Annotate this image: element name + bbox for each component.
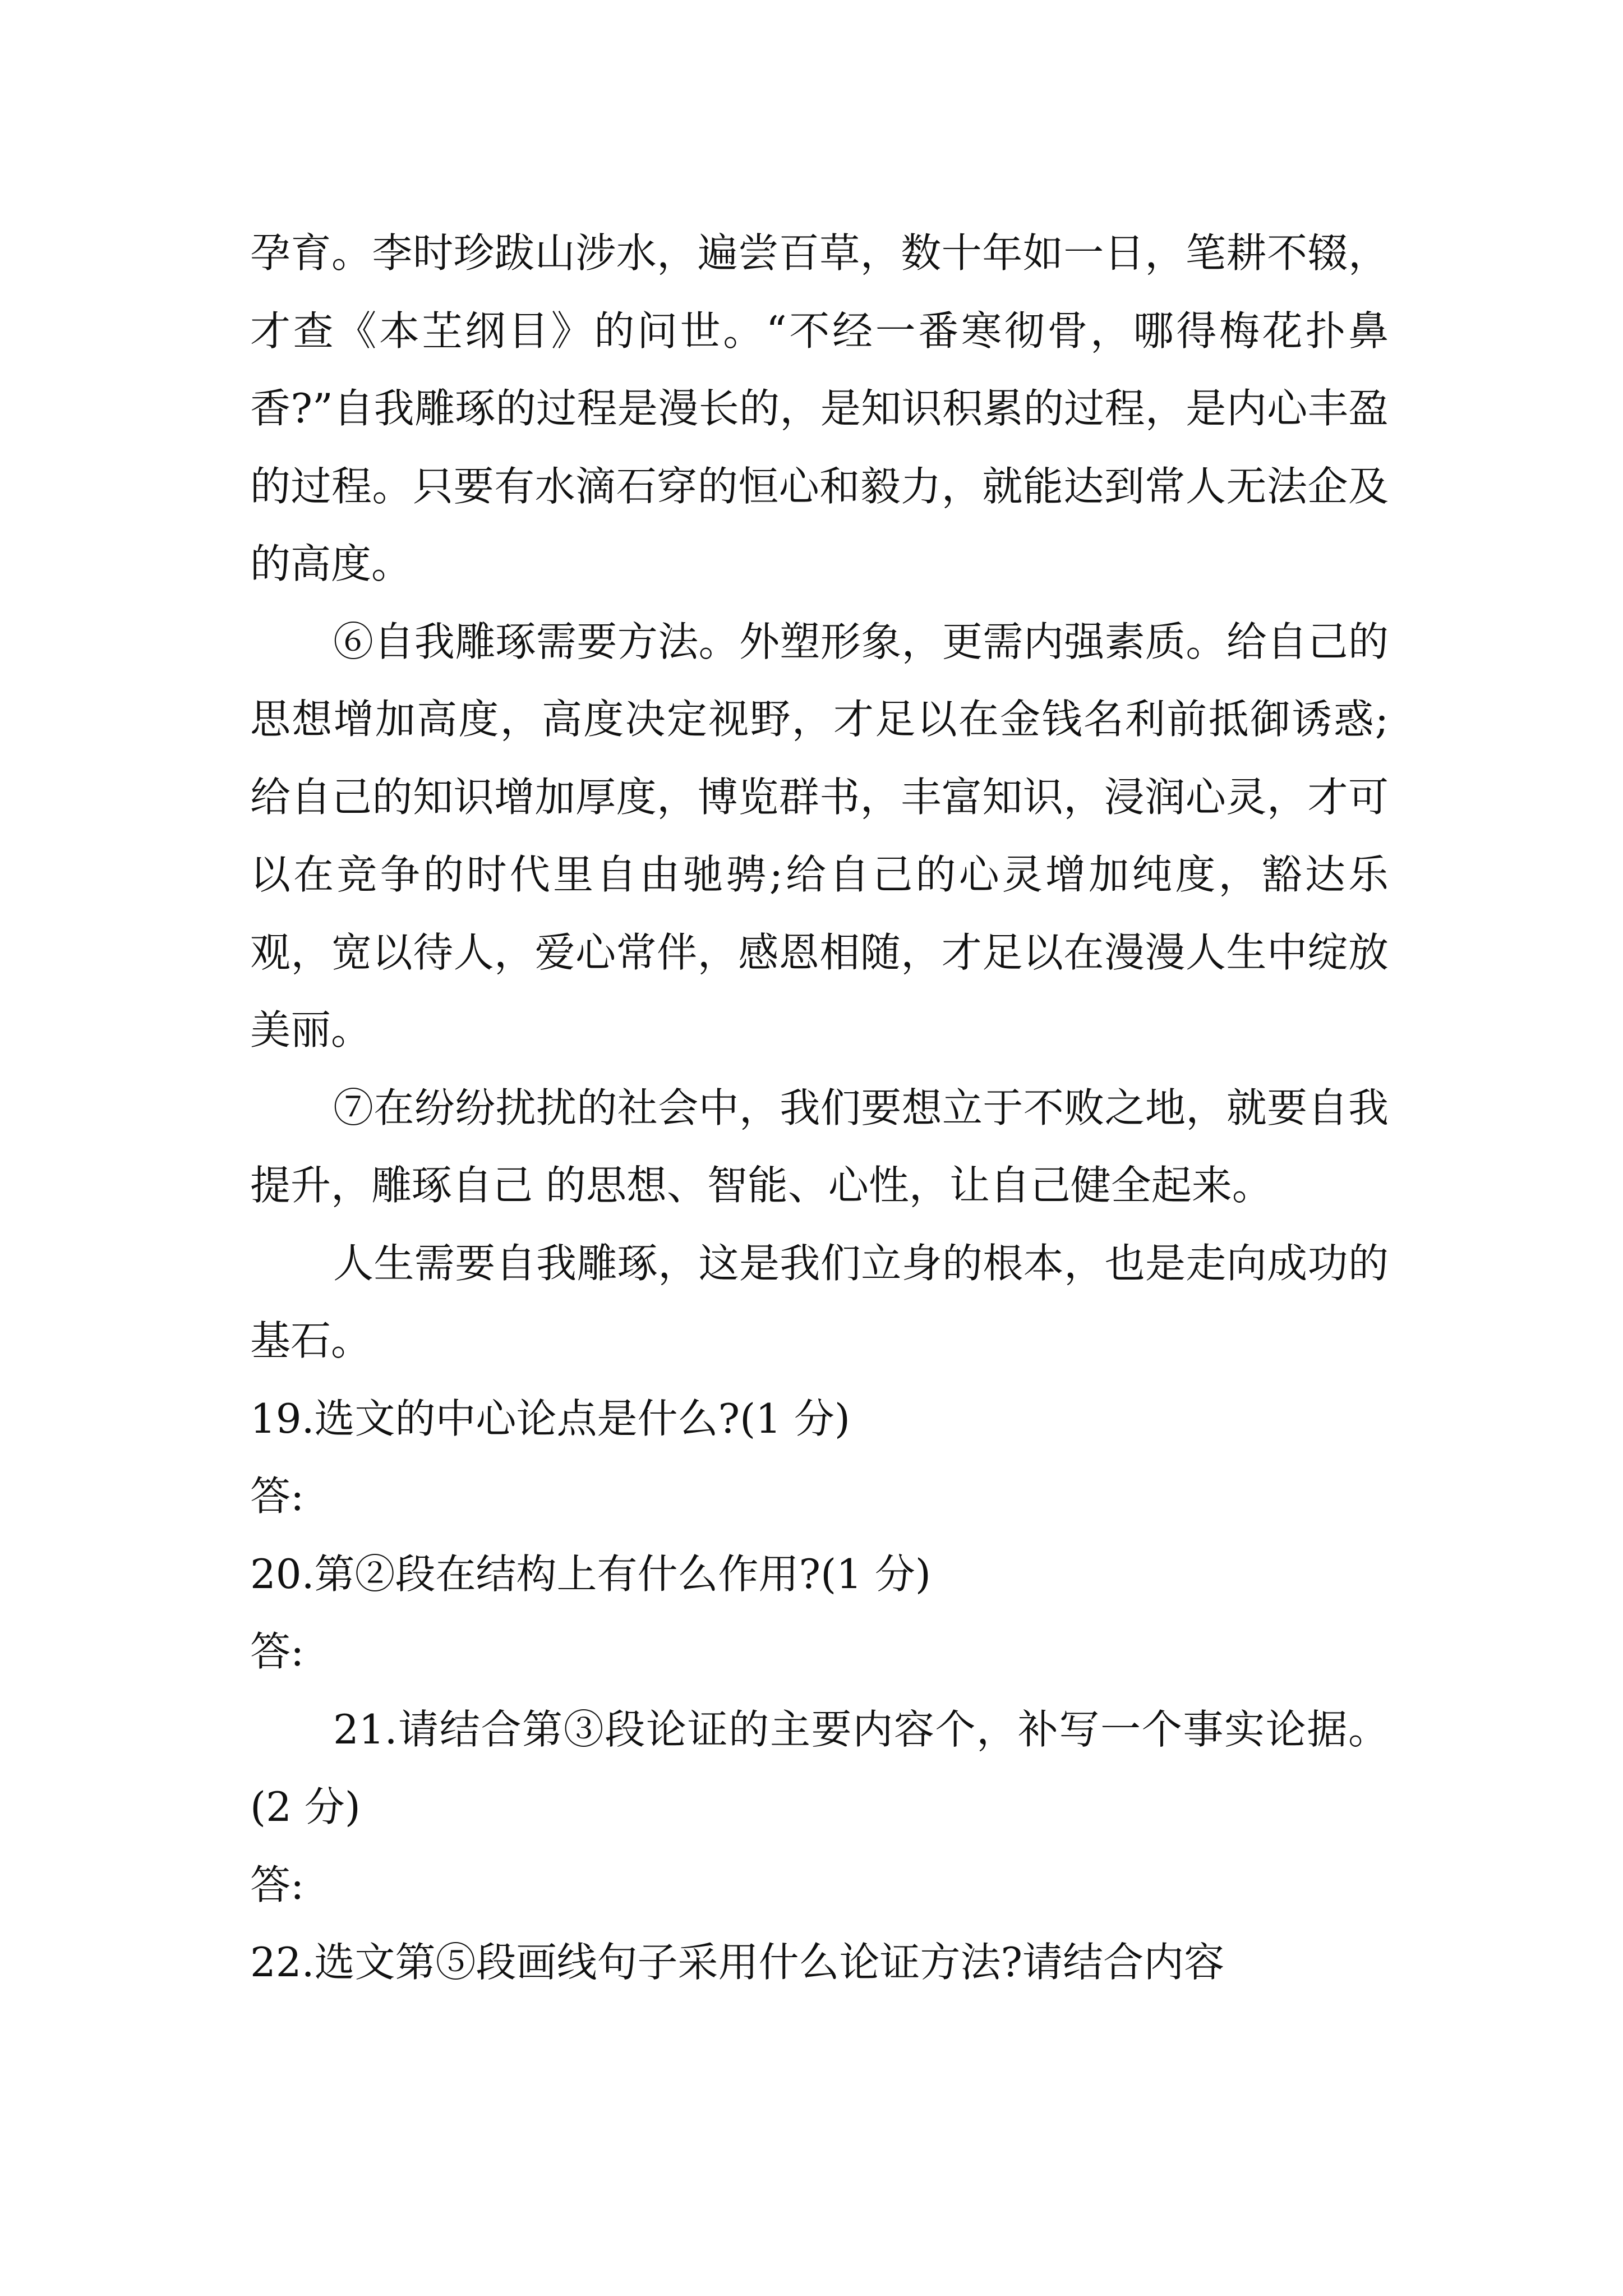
question-19: 19.选文的中心论点是什么?(1 分) bbox=[250, 1395, 850, 1442]
paragraph-6: ⑥自我雕琢需要方法。外塑形象，更需内强素质。给自己的思想增加高度，高度决定视野，才足以在金钱名利前抵御诱惑;给自己的知识增加厚度，博览群书，丰富知识，浸润心灵，才可以在竞争的时代里自由驰骋;给自己的心灵增加纯度，豁达乐观，宽以待人，爱心常伴，感恩相随，才足以在漫漫人生中绽放美丽。 bbox=[250, 618, 1389, 1053]
answer-21: 答: bbox=[250, 1861, 305, 1908]
paragraph-7: ⑦在纷纷扰扰的社会中，我们要想立于不败之地，就要自我提升，雕琢自己 的思想、智能、心性，让自己健全起来。 bbox=[250, 1084, 1389, 1209]
paragraph-5-continued: 孕育。李时珍跋山涉水，遍尝百草，数十年如一日，笔耕不辍，才查《本芏纲目》的问世。“不经一番寒彻骨，哪得梅花扑鼻香?”自我雕琢的过程是漫长的，是知识积累的过程，是内心丰盈的过程。只要有水滴石穿的恒心和毅力，就能达到常人无法企及的高度。 bbox=[250, 229, 1389, 587]
answer-19: 答: bbox=[250, 1473, 305, 1520]
question-22: 22.选文第⑤段画线句子采用什么论证方法?请结合内容 bbox=[250, 1939, 1225, 1986]
paragraph-conclusion: 人生需要自我雕琢，这是我们立身的根本，也是走向成功的基石。 bbox=[250, 1239, 1389, 1364]
question-21: 21.请结合第③段论证的主要内容个，补写一个事实论据。(2 分) bbox=[250, 1705, 1389, 1830]
answer-20: 答: bbox=[250, 1628, 305, 1675]
question-20: 20.第②段在结构上有什么作用?(1 分) bbox=[250, 1550, 931, 1598]
document-body bbox=[250, 214, 1389, 2001]
